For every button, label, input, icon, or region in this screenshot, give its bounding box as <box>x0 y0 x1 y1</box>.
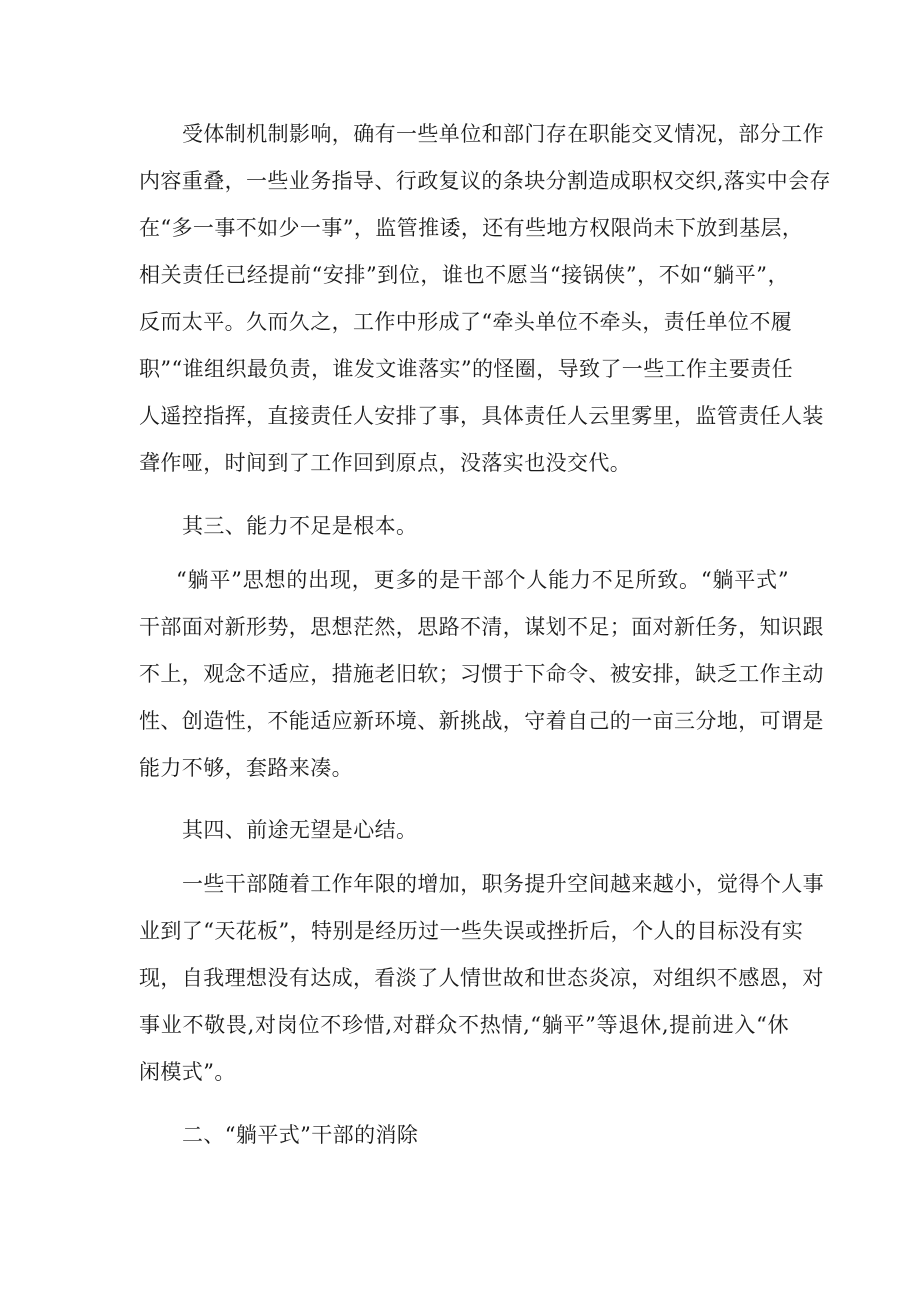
paragraph-3-line-5: 能力不够，套路来凑。 <box>139 756 353 780</box>
paragraph-1-line-4: 相关责任已经提前“安排”到位，谁也不愿当“接锅侠”，不如“躺平”， <box>139 263 789 287</box>
paragraph-1-line-7: 人遥控指挥，直接责任人安排了事，具体责任人云里雾里，监管责任人装 <box>139 404 824 428</box>
paragraph-3-line-2: 干部面对新形势，思想茫然，思路不清，谋划不足；面对新任务，知识跟 <box>139 615 824 639</box>
paragraph-1-line-1: 受体制机制影响，确有一些单位和部门存在职能交叉情况，部分工作 <box>182 122 824 146</box>
paragraph-5-line-1: 一些干部随着工作年限的增加，职务提升空间越来越小，觉得个人事 <box>182 872 824 896</box>
paragraph-1-line-3: 在“多一事不如少一事”，监管推诿，还有些地方权限尚未下放到基层， <box>139 216 804 240</box>
paragraph-5-line-5: 闲模式”。 <box>139 1060 236 1084</box>
paragraph-5-line-2: 业到了“天花板”，特别是经历过一些失误或挫折后，个人的目标没有实 <box>139 919 804 943</box>
paragraph-3-line-1: “躺平”思想的出现，更多的是干部个人能力不足所致。“躺平式” <box>176 568 789 592</box>
paragraph-1-line-8: 聋作哑，时间到了工作回到原点，没落实也没交代。 <box>139 451 632 475</box>
section-heading-prospects: 其四、前途无望是心结。 <box>182 818 418 842</box>
paragraph-1-line-2: 内容重叠，一些业务指导、行政复议的条块分割造成职权交织,落实中会存 <box>139 169 831 193</box>
section-heading-ability: 其三、能力不足是根本。 <box>182 514 418 538</box>
paragraph-3-line-3: 不上，观念不适应，措施老旧软；习惯于下命令、被安排，缺乏工作主动 <box>139 662 824 686</box>
paragraph-3-line-4: 性、创造性，不能适应新环境、新挑战，守着自己的一亩三分地，可谓是 <box>139 709 824 733</box>
paragraph-5-line-3: 现，自我理想没有达成，看淡了人情世故和世态炎凉，对组织不感恩，对 <box>139 966 824 990</box>
paragraph-1-line-5: 反而太平。久而久之，工作中形成了“牵头单位不牵头，责任单位不履 <box>139 310 793 334</box>
section-heading-elimination: 二、“躺平式”干部的消除 <box>182 1123 419 1147</box>
paragraph-1-line-6: 职”“谁组织最负责，谁发文谁落实”的怪圈，导致了一些工作主要责任 <box>139 357 794 381</box>
paragraph-5-line-4: 事业不敬畏,对岗位不珍惜,对群众不热情,“躺平”等退休,提前进入“休 <box>139 1013 789 1037</box>
